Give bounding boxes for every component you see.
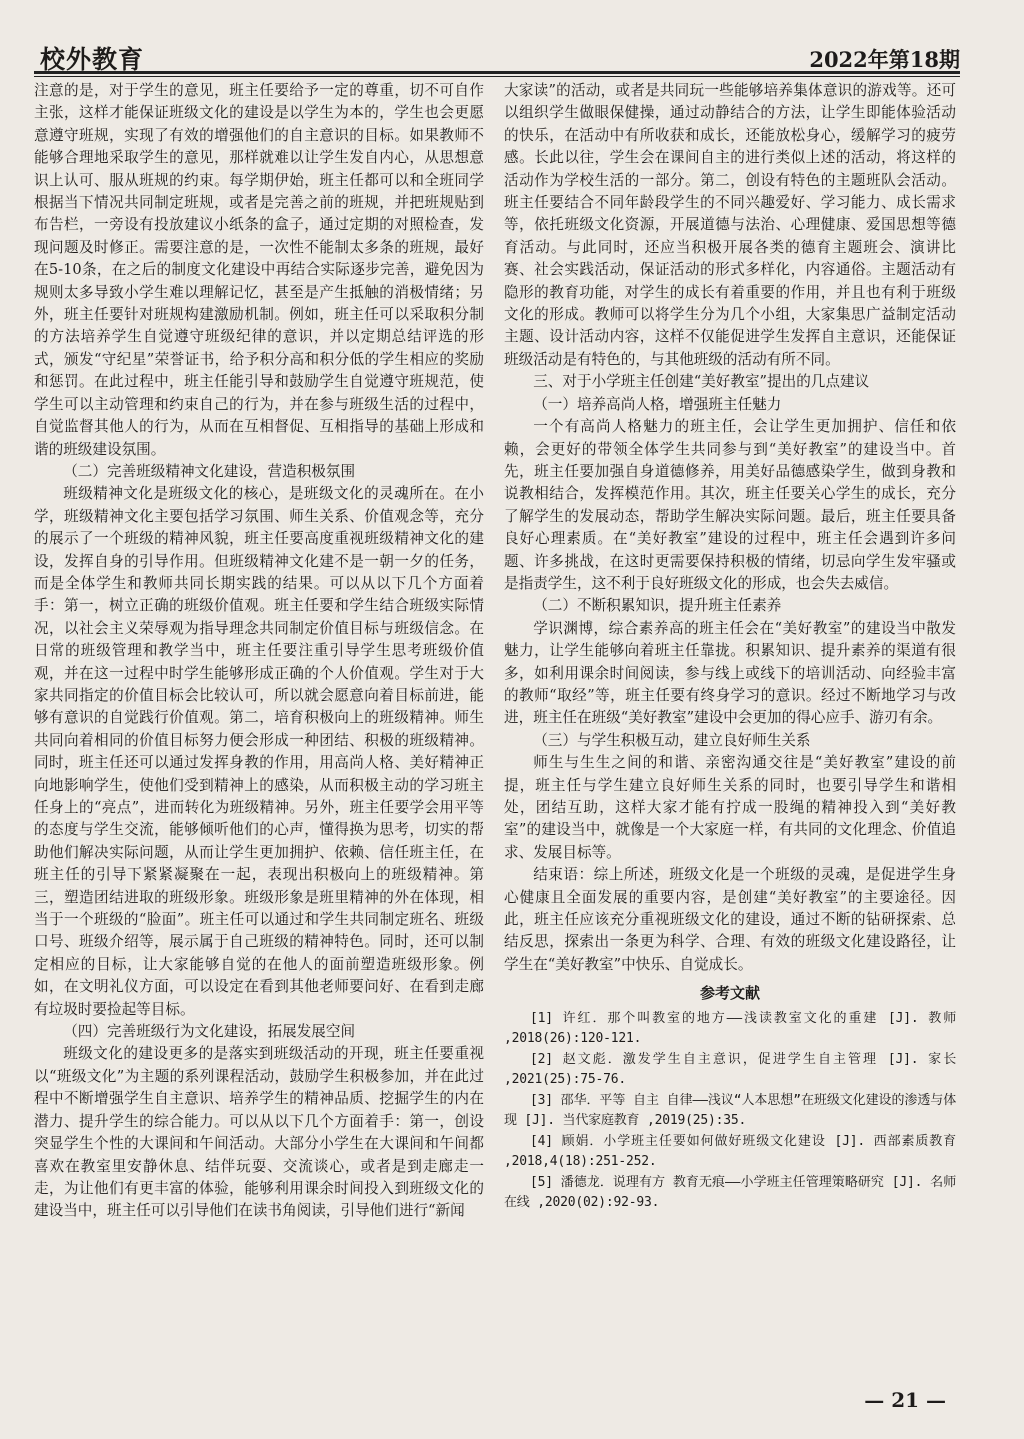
paragraph: 注意的是，对于学生的意见，班主任要给予一定的尊重，切不可自作主张，这样才能保证班级文化的建设是以学生为本的，学生也会更愿意遵守班规，实现了有效的增强他们的自主意识的目标。如果教师不能够合理地采取学生的意见，那样就难以让学生发自内心，从思想意识上认可、服从班规的约束。每学期伊始，班主任都可以和全班同学根据当下情况共同制定班规，或者是完善之前的班规，并把班规贴到布告栏，一旁设有投放建议小纸条的盒子，通过定期的对照检查，发现问题及时修正。需要注意的是，一次性不能制太多条的班规，最好在5-10条，在之后的制度文化建设中再结合实际逐步完善，避免因为规则太多导致小学生难以理解记忆，甚至是产生抵触的消极情绪；另外，班主任要针对班规构建激励机制。例如，班主任可以采取积分制的方法培养学生自觉遵守班级纪律的意识，并以定期总结评选的形式，颁发“守纪星”荣誉证书，给予积分高和积分低的学生相应的奖励和惩罚。在此过程中，班主任能引导和鼓励学生自觉遵守班规范，使学生可以主动管理和约束自己的行为，并在参与班级生活的过程中，自觉监督其他人的行为，从而在互相督促、互相指导的基础上形成和谐的班级建设氛围。 [34,82,484,458]
right-column-body [504,80,956,976]
references-title: 参考文献 [699,984,760,1003]
reference-item: [5] 潘德龙．说理有方 教育无痕——小学班主任管理策略研究 [J]. 名师在线 ,2020(02):92-93. [504,1174,956,1211]
paragraph: 一个有高尚人格魅力的班主任，会让学生更加拥护、信任和依赖，会更好的带领全体学生共同参与到“美好教室”的建设当中。首先，班主任要加强自身道德修养，用美好品德感染学生，做到身教和说教相结合，发挥模范作用。其次，班主任要关心学生的成长，充分了解学生的发展动态，帮助学生解决实际问题。最后，班主任要具备良好心理素质。在“美好教室”建设的过程中，班主任会遇到许多问题、许多挑战，在这时更需要保持积极的情绪，切忌向学生发牢骚或是指责学生，这不利于良好班级文化的形成，也会失去威信。 [504,418,956,592]
reference-item: [4] 顾娟．小学班主任要如何做好班级文化建设 [J]. 西部素质教育 ,2018,4(18):251-252. [504,1133,956,1170]
reference-item: [2] 赵文彪．激发学生自主意识，促进学生自主管理 [J]. 家长 ,2021(25):75-76. [504,1051,956,1088]
header-rule [34,71,960,74]
paragraph: 大家读”的活动，或者是共同玩一些能够培养集体意识的游戏等。还可以组织学生做眼保健操，通过动静结合的方法，让学生即能体验活动的快乐，在活动中有所收获和成长，还能放松身心，缓解学习的疲劳感。长此以往，学生会在课间自主的进行类似上述的活动，将这样的活动作为学校生活的一部分。第二，创设有特色的主题班队会活动。班主任要结合不同年龄段学生的不同兴趣爱好、学习能力、成长需求等，依托班级文化资源，开展道德与法治、心理健康、爱国思想等德育活动。与此同时，还应当积极开展各类的德育主题班会、演讲比赛、社会实践活动，保证活动的形式多样化，内容通俗。主题活动有隐形的教育功能，对学生的成长有着重要的作用，并且也有利于班级文化的形成。教师可以将学生分为几个小组，大家集思广益制定活动主题、设计活动内容，这样不仅能促进学生发挥自主意识，还能保证班级活动是有特色的，与其他班级的活动有所不同。 [504,82,956,368]
issue-label: 2022年第18期 [809,47,960,72]
section-heading: 三、对于小学班主任创建“美好教室”提出的几点建议 [533,373,870,391]
section-heading: （二）不断积累知识，提升班主任素养 [533,597,782,615]
page-number: — 21 — [864,1388,946,1412]
section-heading: （三）与学生积极互动，建立良好师生关系 [533,731,811,749]
section-heading: （二）完善班级精神文化建设，营造积极氛围 [63,462,356,480]
paragraph: 学识渊博，综合素养高的班主任会在“美好教室”的建设当中散发魅力，让学生能够向着班主任靠拢。积累知识、提升素养的渠道有很多，如利用课余时间阅读，参与线上或线下的培训活动、向经验丰富的教师“取经”等，班主任要有终身学习的意识。经过不断地学习与改进，班主任在班级“美好教室”建设中会更加的得心应手、游刃有余。 [504,619,956,727]
references-list [504,1009,956,1214]
paragraph: 师生与生生之间的和谐、亲密沟通交往是“美好教室”建设的前提，班主任与学生建立良好师生关系的同时，也要引导学生和谐相处，团结互助，这样大家才能有拧成一股绳的精神投入到“美好教室”的建设当中，就像是一个大家庭一样，有共同的文化理念、价值追求、发展目标等。 [504,754,956,861]
reference-item: [3] 邵华．平等 自主 自律——浅议“人本思想”在班级文化建设的渗透与体现 [J]. 当代家庭教育 ,2019(25):35. [504,1092,956,1129]
section-heading: （四）完善班级行为文化建设，拓展发展空间 [63,1023,356,1041]
reference-item: [1] 许红．那个叫教室的地方——浅读教室文化的重建 [J]. 教师 ,2018(26):120-121. [504,1010,956,1047]
paragraph: 班级精神文化是班级文化的核心，是班级文化的灵魂所在。在小学，班级精神文化主要包括学习氛围、师生关系、价值观念等，充分的展示了一个班级的精神风貌，班主任要高度重视班级精神文化的建设，发挥自身的引导作用。但班级精神文化建不是一朝一夕的任务，而是全体学生和教师共同长期实践的结果。可以从以下几个方面着手：第一，树立正确的班级价值观。班主任要和学生结合班级实际情况，以社会主义荣辱观为指导理念共同制定价值目标与班级信念。在日常的班级管理和教学当中，班主任要注重引导学生思考班级价值观，并在这一过程中时学生能够形成正确的个人价值观。学生对于大家共同指定的价值目标会比较认可，所以就会愿意向着目标前进，能够有意识的自觉践行价值观。第二，培育积极向上的班级精神。师生共同向着相同的价值目标努力便会形成一种团结、积极的班级精神。同时，班主任还可以通过发挥身教的作用，用高尚人格、美好精神正向地影响学生，使他们受到精神上的感染，从而积极主动的学习班主任身上的“亮点”，进而转化为班级精神。另外，班主任要学会用平等的态度与学生交流，能够倾听他们的心声，懂得换为思考，切实的帮助他们解决实际问题，从而让学生更加拥护、依赖、信任班主任，在班主任的引导下紧紧凝聚在一起，表现出积极向上的班级精神。第三，塑造团结进取的班级形象。班级形象是班里精神的外在体现，相当于一个班级的“脸面”。班主任可以通过和学生共同制定班名、班级口号、班级介绍等，展示属于自己班级的精神特色。同时，还可以制定相应的目标，让大家能够自觉的在他人的面前塑造班级形象。例如，在文明礼仪方面，可以设定在看到其他老师要问好、在看到走廊有垃圾时要捡起等目标。 [34,485,484,1018]
left-column [34,80,484,1370]
header-rule-thin [34,76,960,77]
section-heading: （一）培养高尚人格，增强班主任魅力 [533,395,782,413]
journal-title: 校外教育 [40,45,145,74]
right-column [504,80,956,1370]
paragraph: 结束语：综上所述，班级文化是一个班级的灵魂，是促进学生身心健康且全面发展的重要内容，是创建“美好教室”的主要途径。因此，班主任应该充分重视班级文化的建设，通过不断的钻研探索、总结反思，探索出一条更为科学、合理、有效的班级文化建设路径，让学生在“美好教室”中快乐、自觉成长。 [504,866,956,973]
paragraph: 班级文化的建设更多的是落实到班级活动的开现，班主任要重视以“班级文化”为主题的系列课程活动，鼓励学生积极参加，并在此过程中不断增强学生自主意识、培养学生的精神品质、挖掘学生的内在潜力、提升学生的综合能力。可以从以下几个方面着手：第一，创设突显学生个性的大课间和午间活动。大部分小学生在大课间和午间都喜欢在教室里安静休息、结伴玩耍、交流谈心，或者是到走廊走一走，为让他们有更丰富的体验，能够利用课余时间投入到班级文化的建设当中，班主任可以引导他们在读书角阅读，引导他们进行“新闻 [34,1045,484,1220]
